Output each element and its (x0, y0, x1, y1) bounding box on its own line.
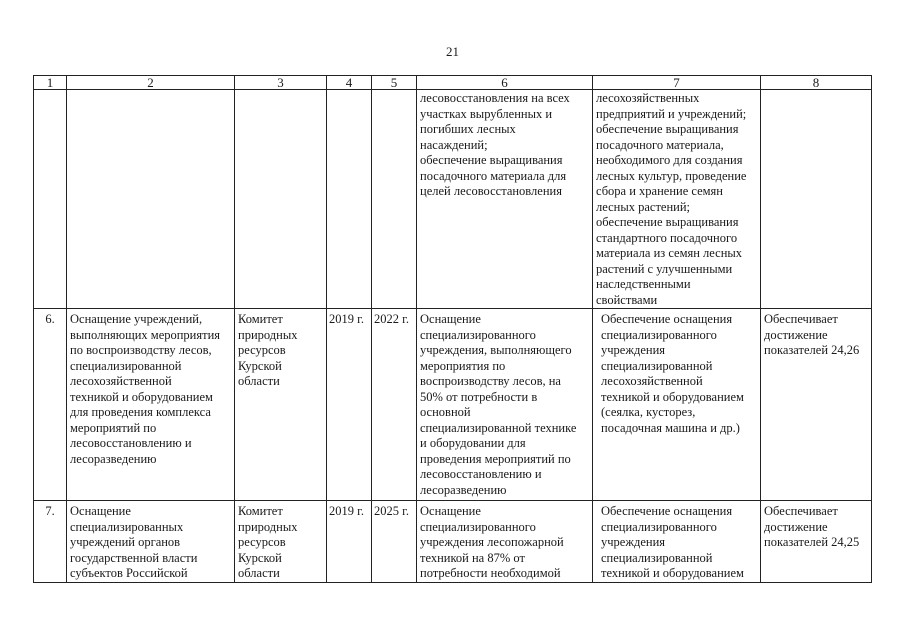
page-number: 21 (446, 44, 459, 59)
column-header: 1 (34, 76, 67, 90)
column-header: 2 (67, 76, 235, 90)
row-number-cell: 6. (34, 309, 67, 501)
column-header: 7 (593, 76, 761, 90)
event-cell: Оснащение учреждений, выполняющих мероприятия по воспроизводству лесов, специализированной лесохозяйственной техникой и оборудованием для проведения комплекса мероприятий по лесовосстановлению и лесоразведению (67, 309, 235, 501)
executor-cell: Комитет природных ресурсов Курской области (235, 501, 327, 583)
executor-cell (235, 90, 327, 309)
content-cell: Оснащение специализированного учреждения, выполняющего мероприятия по воспроизводству лесов, на 50% от потребности в основной специализированной технике и оборудовании для проведения мероприятий по лесовосстановлению и лесоразведению (417, 309, 593, 501)
table-row (34, 90, 872, 309)
start-date-cell (327, 90, 372, 309)
result-cell: лесохозяйственных предприятий и учреждений; обеспечение выращивания посадочного материала, необходимого для создания лесных культур, проведение сбора и хранение семян лесных растений; обеспечение выращивания стандартного посадочного материала из семян лесных растений с улучшенными наследственными свойствами (593, 90, 761, 309)
indicators-cell: Обеспечивает достижение показателей 24,26 (761, 309, 872, 501)
row-number-cell (34, 90, 67, 309)
column-header: 6 (417, 76, 593, 90)
result-cell: Обеспечение оснащения специализированного учреждения специализированной лесохозяйственной техникой и оборудованием (сеялка, кусторез, посадочная машина и др.) (593, 309, 761, 501)
result-cell: Обеспечение оснащения специализированного учреждения специализированной техникой и оборудованием (593, 501, 761, 583)
event-cell: Оснащение специализированных учреждений органов государственной власти субъектов Российской (67, 501, 235, 583)
event-cell (67, 90, 235, 309)
column-header: 5 (372, 76, 417, 90)
table-header-row (34, 76, 872, 90)
row-number-cell: 7. (34, 501, 67, 583)
end-date-cell: 2022 г. (372, 309, 417, 501)
end-date-cell (372, 90, 417, 309)
indicators-cell (761, 90, 872, 309)
column-header: 3 (235, 76, 327, 90)
column-header: 8 (761, 76, 872, 90)
table-row (34, 309, 872, 501)
content-cell: лесовосстановления на всех участках вырубленных и погибших лесных насаждений; обеспечение выращивания посадочного материала для целей лесовосстановления (417, 90, 593, 309)
executor-cell: Комитет природных ресурсов Курской области (235, 309, 327, 501)
program-measures-table (33, 75, 872, 583)
column-header: 4 (327, 76, 372, 90)
start-date-cell: 2019 г. (327, 501, 372, 583)
end-date-cell: 2025 г. (372, 501, 417, 583)
table-row (34, 501, 872, 583)
content-cell: Оснащение специализированного учреждения лесопожарной техникой на 87% от потребности необходимой (417, 501, 593, 583)
start-date-cell: 2019 г. (327, 309, 372, 501)
indicators-cell: Обеспечивает достижение показателей 24,25 (761, 501, 872, 583)
